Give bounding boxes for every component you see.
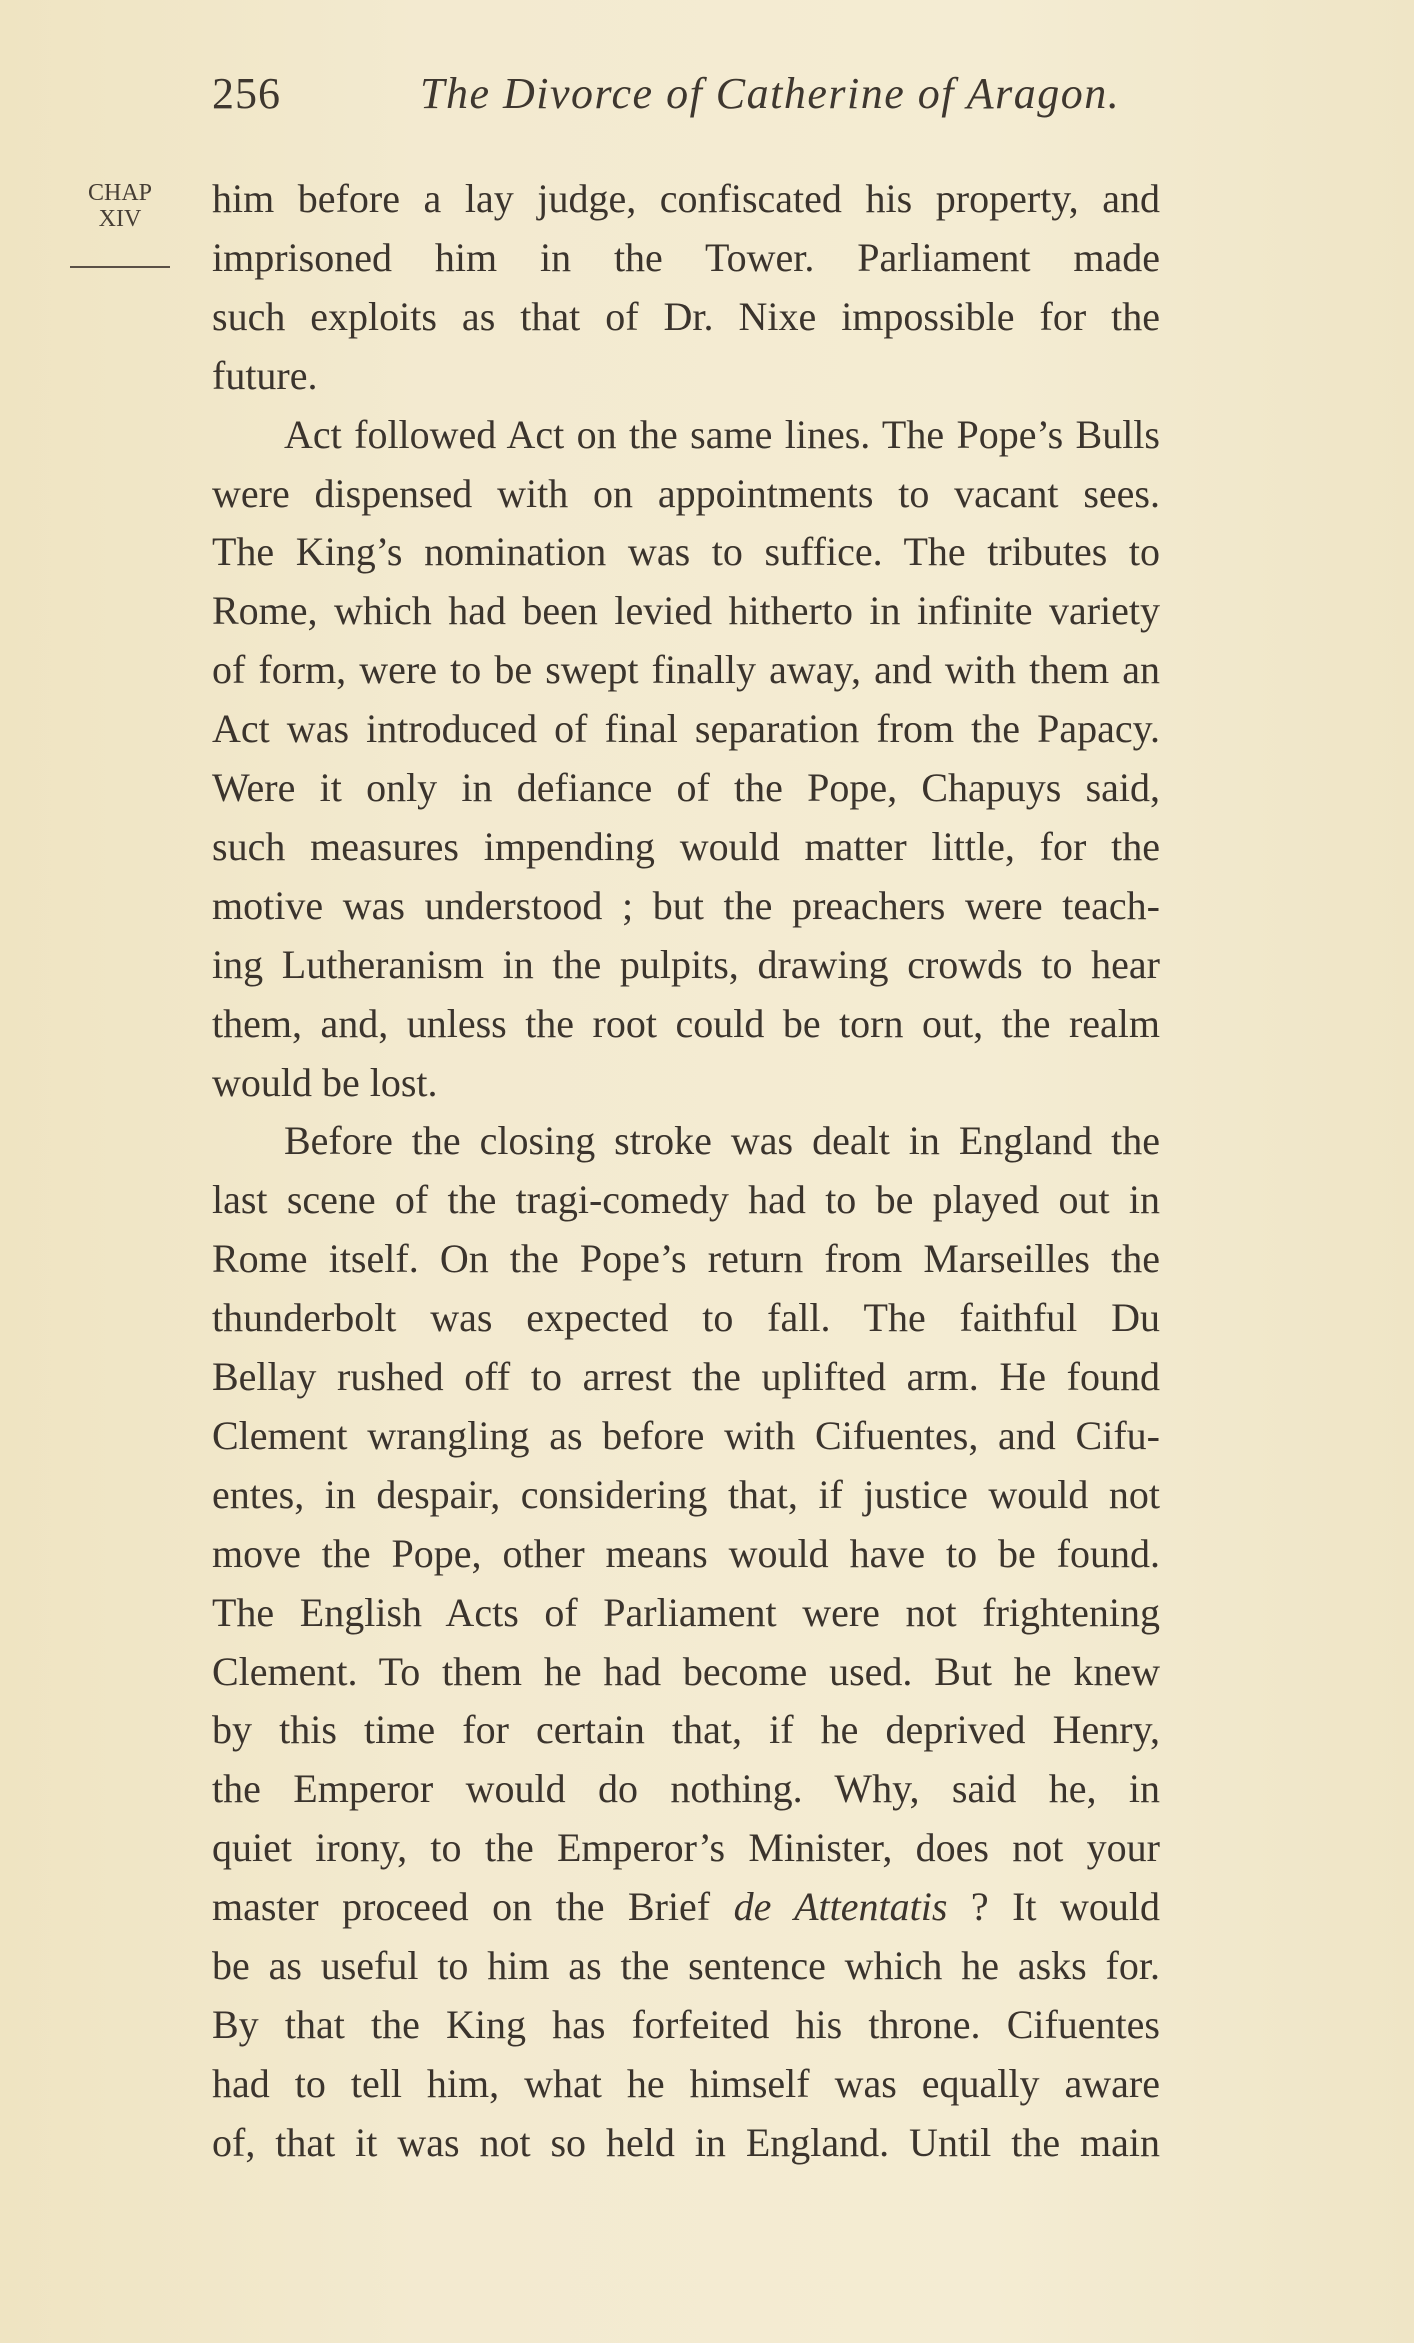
text-line: Rome, which had been levied hitherto in infinite variety bbox=[212, 588, 1160, 634]
text-line: future. bbox=[212, 352, 318, 398]
text-line: the Emperor would do nothing. Why, said he, in bbox=[212, 1766, 1160, 1812]
text-line: Act was introduced of final separation from the Papacy. bbox=[212, 706, 1160, 752]
text-line: of, that it was not so held in England. Until the main bbox=[212, 2119, 1160, 2165]
text-segment: master proceed on the Brief bbox=[212, 1884, 734, 1930]
page-number: 256 bbox=[212, 69, 281, 118]
text-line bbox=[212, 1878, 1160, 1936]
text-line: Clement. To them he had become used. But he knew bbox=[212, 1648, 1160, 1694]
text-line: ing Lutheranism in the pulpits, drawing crowds to hear bbox=[212, 941, 1160, 987]
text-line: The English Acts of Parliament were not frightening bbox=[212, 1589, 1160, 1635]
text-line: such exploits as that of Dr. Nixe impossible for the bbox=[212, 293, 1160, 339]
text-line: by this time for certain that, if he deprived Henry, bbox=[212, 1707, 1160, 1753]
text-line: him before a lay judge, confiscated his property, and bbox=[212, 176, 1160, 221]
running-title: The Divorce of Catherine of Aragon. bbox=[420, 69, 1121, 118]
text-line: quiet irony, to the Emperor’s Minister, does not your bbox=[212, 1825, 1160, 1871]
text-line: them, and, unless the root could be torn out, the realm bbox=[212, 1000, 1160, 1046]
text-line: motive was understood ; but the preachers were teach- bbox=[212, 882, 1160, 928]
text-line: move the Pope, other means would have to be found. bbox=[212, 1530, 1160, 1576]
text-line: such measures impending would matter little, for the bbox=[212, 823, 1160, 869]
text-line: Before the closing stroke was dealt in England the bbox=[284, 1118, 1160, 1164]
page-header bbox=[212, 68, 1172, 128]
text-line: of form, were to be swept finally away, and with them an bbox=[212, 647, 1160, 693]
text-line: Were it only in defiance of the Pope, Chapuys said, bbox=[212, 765, 1160, 810]
text-line: By that the King has forfeited his throne. Cifuentes bbox=[212, 2001, 1160, 2047]
text-line: entes, in despair, considering that, if justice would not bbox=[212, 1471, 1160, 1517]
text-line: had to tell him, what he himself was equally aware bbox=[212, 2060, 1160, 2106]
text-segment: ? It would bbox=[947, 1884, 1161, 1930]
text-line: be as useful to him as the sentence which he asks for. bbox=[212, 1943, 1160, 1988]
side-note-rule bbox=[70, 266, 170, 268]
chapter-label: CHAP bbox=[87, 180, 153, 206]
text-line: last scene of the tragi-comedy had to be played out in bbox=[212, 1177, 1160, 1223]
text-line: were dispensed with on appointments to vacant sees. bbox=[212, 470, 1160, 516]
text-line: would be lost. bbox=[212, 1059, 438, 1105]
text-line: Act followed Act on the same lines. The Pope’s Bulls bbox=[284, 411, 1160, 457]
text-line: thunderbolt was expected to fall. The faithful Du bbox=[212, 1295, 1160, 1341]
text-line: Bellay rushed off to arrest the uplifted arm. He found bbox=[212, 1354, 1160, 1399]
chapter-side-note bbox=[70, 180, 170, 268]
text-line: Clement wrangling as before with Cifuentes, and Cifu- bbox=[212, 1412, 1160, 1458]
italic-phrase: de Attentatis bbox=[733, 1884, 948, 1930]
chapter-number: XIV bbox=[98, 206, 142, 232]
text-line: imprisoned him in the Tower. Parliament made bbox=[212, 234, 1160, 280]
text-line: The King’s nomination was to suffice. The tributes to bbox=[212, 529, 1160, 575]
text-line: Rome itself. On the Pope’s return from Marseilles the bbox=[212, 1236, 1160, 1282]
